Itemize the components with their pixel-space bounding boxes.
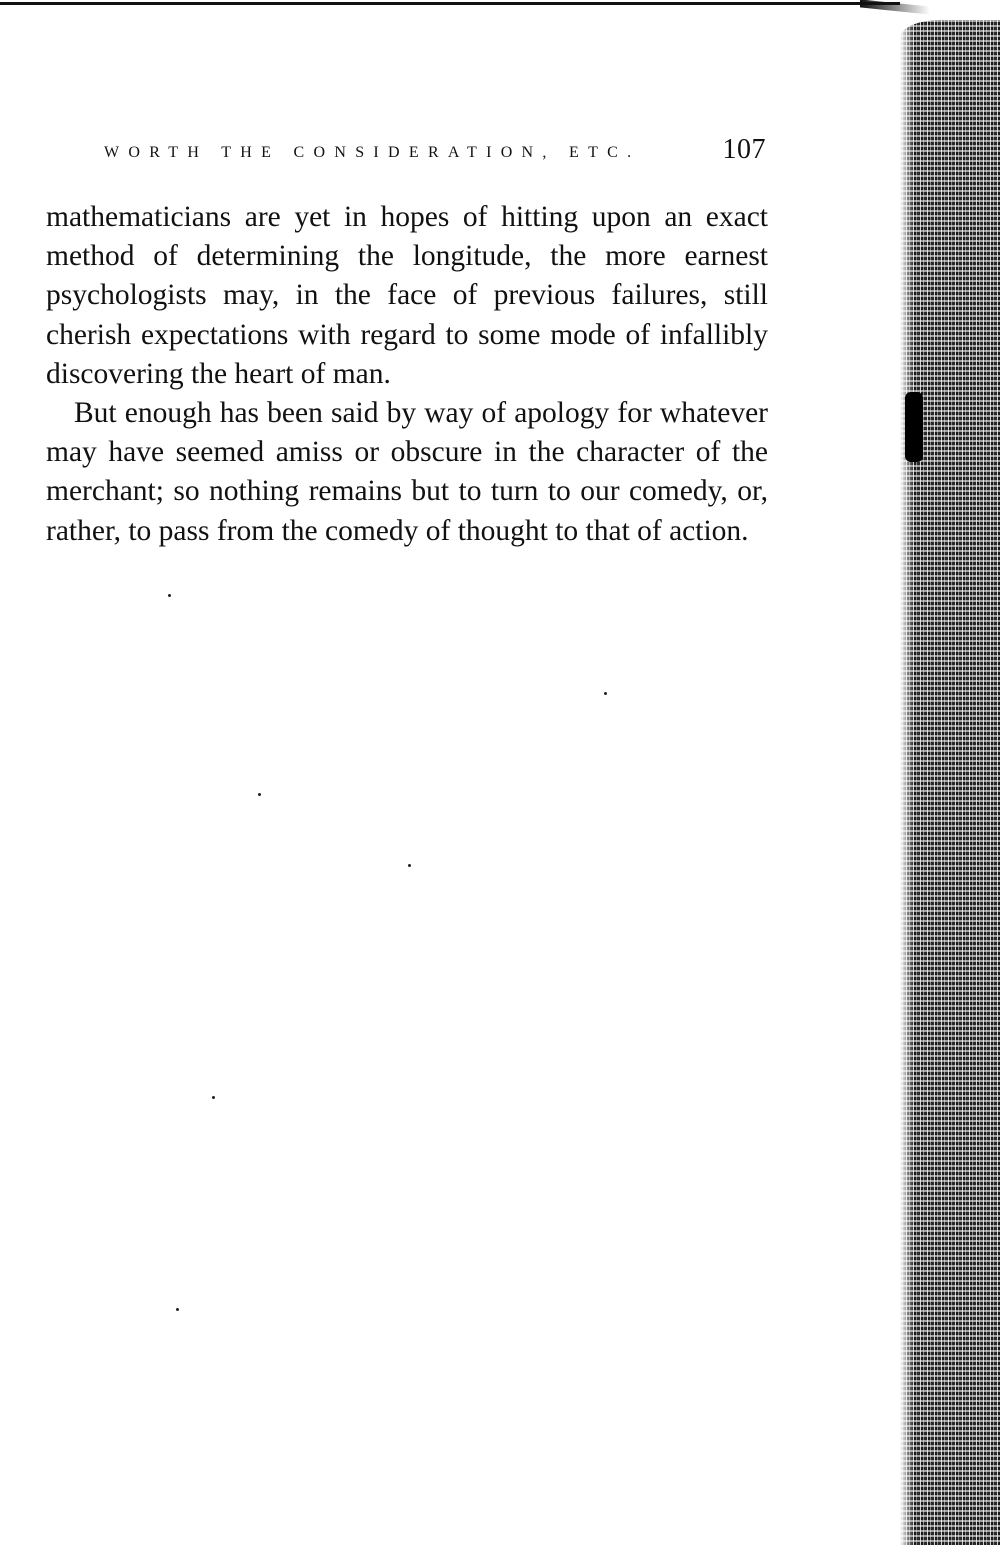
- scan-speck: [212, 1096, 215, 1099]
- page-binding-edge-highlight: [900, 20, 914, 1545]
- body-text: [46, 198, 768, 551]
- page-top-edge: [0, 2, 900, 5]
- page-number: 107: [722, 134, 766, 165]
- scan-speck: [258, 793, 261, 796]
- paragraph: mathematicians are yet in hopes of hitting upon an exact method of determining the longitude, the more earnest psychologists may, in the face of previous failures, still cherish expectations with regard to some mode of infallibly discovering the heart of man.: [46, 201, 768, 390]
- scan-speck: [176, 1308, 179, 1311]
- scan-speck: [408, 864, 411, 867]
- page-edge-ink-blot: [905, 392, 923, 462]
- scan-speck: [604, 692, 607, 695]
- paragraph: But enough has been said by way of apology for whatever may have seemed amiss or obscure in the character of the merchant; so nothing remains but to turn to our comedy, or, rather, to pass from the comedy of thought to that of action.: [46, 397, 768, 547]
- running-head-title: WORTH THE CONSIDERATION, ETC.: [104, 144, 641, 161]
- scan-speck: [168, 594, 171, 597]
- running-head: [104, 134, 766, 170]
- page-binding-edge: [900, 20, 1000, 1545]
- page-top-edge-shadow: [860, 0, 930, 15]
